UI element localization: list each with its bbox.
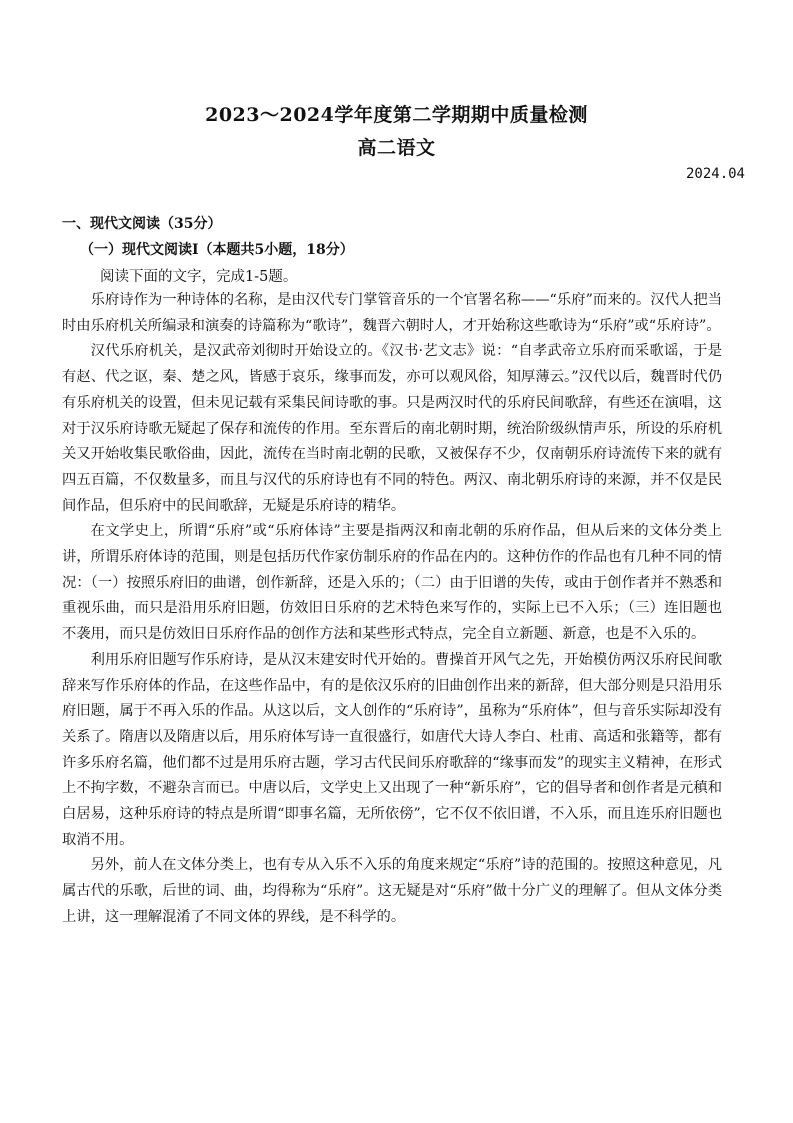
paragraph: 汉代乐府机关，是汉武帝刘彻时开始设立的。《汉书·艺文志》说：“自孝武帝立乐府而采歌谣，于是有赵、代之讴，秦、楚之风，皆感于哀乐，缘事而发，亦可以观风俗，知厚薄云。”汉代以后，魏晋时代仍有乐府机关的设置，但未见记载有采集民间诗歌的事。只是两汉时代的乐府民间歌辞，有些还在演唱，这对于汉乐府诗歌无疑起了保存和流传的作用。至东晋后的南北朝时期，统治阶级纵情声乐，所设的乐府机关又开始收集民歌俗曲，因此，流传在当时南北朝的民歌，又被保存不少，仅南朝乐府诗流传下来的就有四五百篇，不仅数量多，而且与汉代的乐府诗也有不同的特色。两汉、南北朝乐府诗的来源，并不仅是民间作品，但乐府中的民间歌辞，无疑是乐府诗的精华。: [62, 343, 722, 514]
paragraph: 另外，前人在文体分类上，也有专从入乐不入乐的角度来规定“乐府”诗的范围的。按照这种意见，凡属古代的乐歌，后世的词、曲，均得称为“乐府”。这无疑是对“乐府”做十分广义的理解了。但从文体分类上讲，这一理解混淆了不同文体的界线，是不科学的。: [62, 857, 722, 925]
exam-date: 2024.04: [685, 166, 745, 182]
reading-instruction: 阅读下面的文字，完成1-5题。: [100, 269, 298, 285]
paragraph: 利用乐府旧题写作乐府诗，是从汉末建安时代开始的。曹操首开风气之先，开始模仿两汉乐府民间歌辞来写作乐府体的作品，在这些作品中，有的是依汉乐府的旧曲创作出来的新辞，但大部分则是只沿用乐府旧题，属于不再入乐的作品。从这以后，文人创作的“乐府诗”，虽称为“乐府体”，但与音乐实际却没有关系了。隋唐以及隋唐以后，用乐府体写诗一直很盛行，如唐代大诗人李白、杜甫、高适和张籍等，都有许多乐府名篇，他们都不过是用乐府古题，学习古代民间乐府歌辞的“缘事而发”的现实主义精神，在形式上不拘字数，不避杂言而已。中唐以后，文学史上又出现了一种“新乐府”，它的倡导者和创作者是元稹和白居易，这种乐府诗的特点是所谓“即事名篇，无所依傍”，它不仅不依旧谱，不入乐，而且连乐府旧题也取消不用。: [62, 651, 722, 848]
paragraph: 在文学史上，所谓“乐府”或“乐府体诗”主要是指两汉和南北朝的乐府作品，但从后来的文体分类上讲，所谓乐府体诗的范围，则是包括历代作家仿制乐府的作品在内的。这种仿作的作品也有几种不同的情况：（一）按照乐府旧的曲谱，创作新辞，还是入乐的；（二）由于旧谱的失传，或由于创作者并不熟悉和重视乐曲，而只是沿用乐府旧题，仿效旧日乐府的艺术特色来写作的，实际上已不入乐；（三）连旧题也不袭用，而只是仿效旧日乐府作品的创作方法和某些形式特点，完全自立新题、新意，也是不入乐的。: [62, 523, 722, 643]
page-title: 2023～2024学年度第二学期期中质量检测: [205, 104, 588, 126]
page-subtitle: 高二语文: [357, 137, 436, 159]
paragraph: 乐府诗作为一种诗体的名称，是由汉代专门掌管音乐的一个官署名称——“乐府”而来的。汉代人把当时由乐府机关所编录和演奏的诗篇称为“歌诗”，魏晋六朝时人，才开始称这些歌诗为“乐府”或“乐府诗”。: [62, 292, 722, 334]
reading-passage: [62, 288, 722, 931]
subsection-heading: （一）现代文阅读Ⅰ（本题共5小题，18分）: [80, 242, 354, 258]
section-heading: 一、现代文阅读（35分）: [62, 216, 222, 232]
